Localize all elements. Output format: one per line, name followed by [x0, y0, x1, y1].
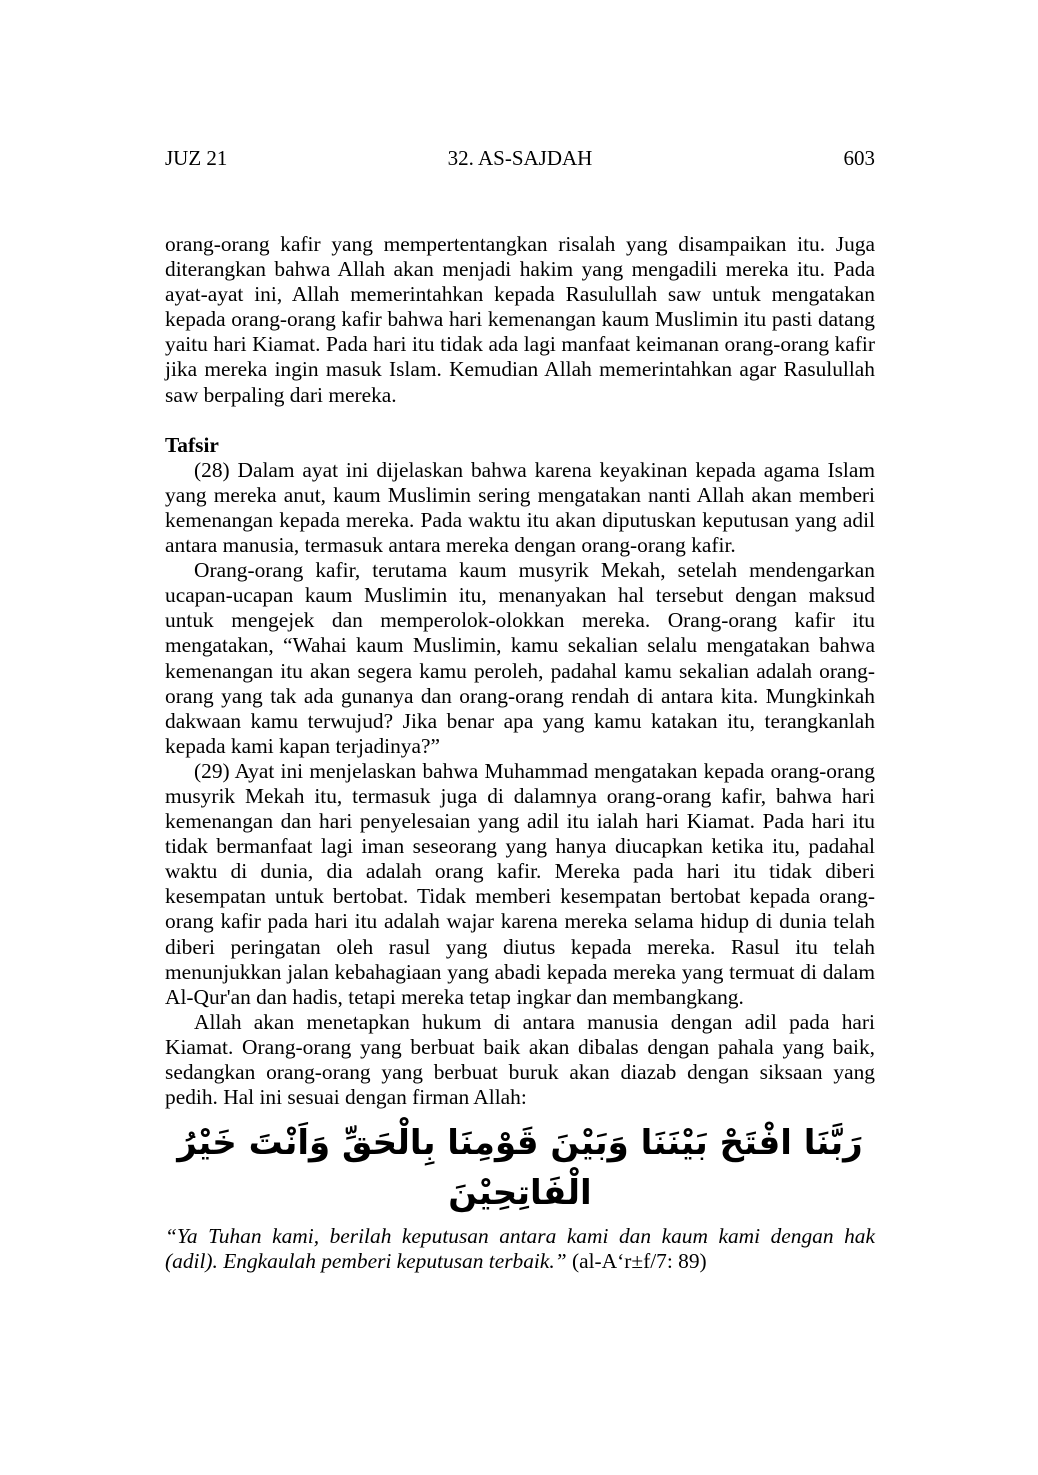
- paragraph-verse-28: (28) Dalam ayat ini dijelaskan bahwa karena keyakinan kepada agama Islam yang mereka anut, kaum Muslimin sering mengatakan nanti Allah akan memberi kemenangan kepada mereka. Pada waktu itu akan diputuskan keputusan yang adil antara manusia, termasuk antara mereka dengan orang-orang kafir.: [165, 457, 875, 558]
- paragraph-judgement: Allah akan menetapkan hukum di antara manusia dengan adil pada hari Kiamat. Orang-orang yang berbuat baik akan dibalas dengan pahala yang baik, sedangkan orang-orang yang berbuat buruk akan diazab dengan siksaan yang pedih. Hal ini sesuai dengan firman Allah:: [165, 1009, 875, 1110]
- arabic-verse: رَبَّنَا افْتَحْ بَيْنَنَا وَبَيْنَ قَوْمِنَا بِالْحَقِّ وَاَنْتَ خَيْرُ الْفَاتِحِيْنَ: [177, 1123, 863, 1214]
- verse-reference: (al-A‘r±f/7: 89): [566, 1249, 707, 1274]
- running-header: [165, 146, 875, 174]
- paragraph-verse-29: (29) Ayat ini menjelaskan bahwa Muhammad mengatakan kepada orang-orang musyrik Mekah itu, termasuk juga di dalamnya orang-orang kafir, bahwa hari kemenangan dan hari penyelesaian yang adil itu ialah hari Kiamat. Pada hari itu tidak bermanfaat lagi iman seseorang yang hanya diucapkan ketika itu, padahal waktu di dunia, dia adalah orang kafir. Mereka pada hari itu tidak diberi kesempatan untuk bertobat. Tidak memberi kesempatan bertobat kepada orang-orang kafir pada hari itu adalah wajar karena mereka selama hidup di dunia telah diberi peringatan oleh rasul yang diutus kepada mereka. Rasul itu telah menunjukkan jalan kebahagiaan yang abadi kepada mereka yang termuat di dalam Al-Qur'an dan hadis, tetapi mereka tetap ingkar dan membangkang.: [165, 758, 875, 1009]
- page-number: 603: [843, 146, 875, 170]
- paragraph-kafir-mockery: Orang-orang kafir, terutama kaum musyrik Mekah, setelah mendengarkan ucapan-ucapan kaum Muslimin itu, menanyakan hal tersebut dengan maksud untuk mengejek dan memperolok-olokkan mereka. Orang-orang kafir itu mengatakan, “Wahai kaum Muslimin, kamu sekalian selalu mengatakan bahwa kemenangan itu akan segera kamu peroleh, padahal kamu sekalian adalah orang-orang yang tak ada gunanya dan orang-orang rendah di antara kita. Mungkinkah dakwaan kamu terwujud? Jika benar apa yang kamu katakan itu, terangkanlah kepada kami kapan terjadinya?”: [165, 558, 875, 758]
- juz-label: JUZ 21: [165, 146, 228, 170]
- surah-title: 32. AS-SAJDAH: [447, 146, 593, 170]
- section-heading: Tafsir: [165, 432, 219, 457]
- intro-paragraph: orang-orang kafir yang mempertentangkan risalah yang disampaikan itu. Juga diterangkan bahwa Allah akan menjadi hakim yang mengadili mereka itu. Pada ayat-ayat ini, Allah memerintahkan kepada Rasulullah saw untuk mengatakan kepada orang-orang kafir bahwa hari kemenangan kaum Muslimin itu pasti datang yaitu hari Kiamat. Pada hari itu tidak ada lagi manfaat keimanan orang-orang kafir jika mereka ingin masuk Islam. Kemudian Allah memerintahkan agar Rasulullah saw berpaling dari mereka.: [165, 232, 875, 407]
- verse-translation: [165, 1224, 875, 1274]
- body-text: [165, 232, 875, 1274]
- translation-text: “Ya Tuhan kami, berilah keputusan antara kami dan kaum kami dengan hak (adil). Engkaulah pemberi keputusan terbaik.”: [165, 1224, 875, 1274]
